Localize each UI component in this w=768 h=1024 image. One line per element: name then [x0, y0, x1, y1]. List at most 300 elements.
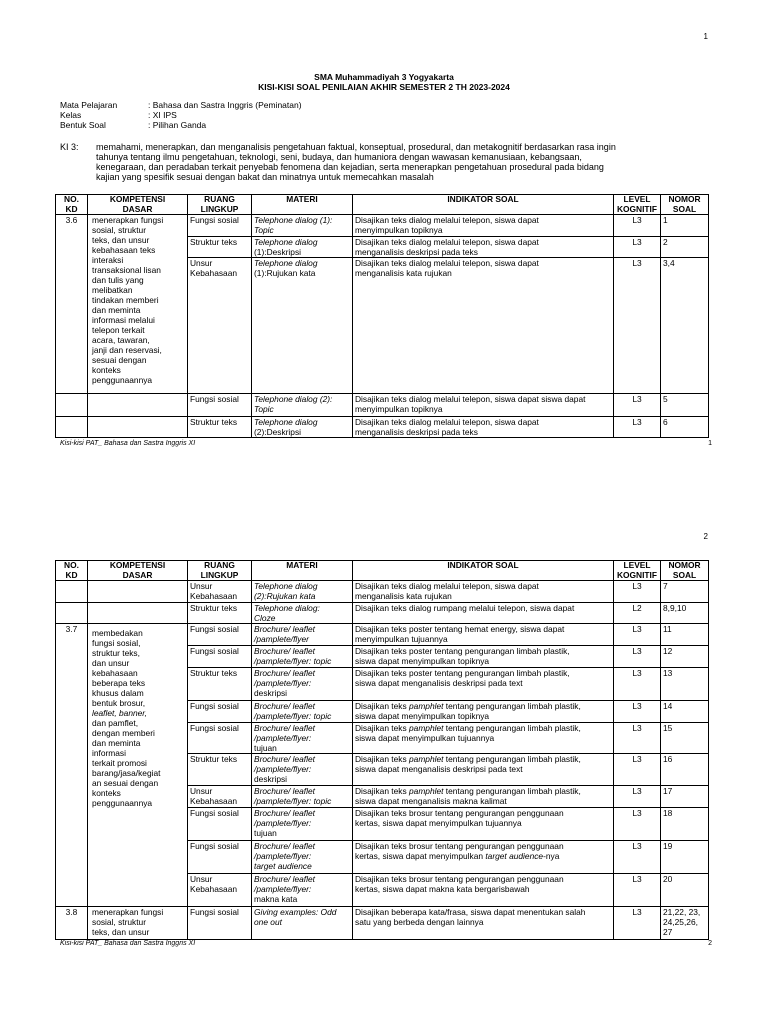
- nomor-soal-header: [661, 561, 709, 581]
- level-kognitif-cell: L3: [614, 874, 661, 907]
- footer-page-number: 1: [708, 440, 712, 447]
- ruang-lingkup-cell: [188, 841, 252, 874]
- materi-line: deskripsi: [254, 774, 288, 784]
- indikator-segment: Disajikan teks poster tentang pengurangan limbah plastik,: [355, 668, 570, 678]
- no-kd-header: [56, 561, 88, 581]
- kd-line: dan unsur: [92, 658, 130, 668]
- nomor-soal-header-line: NOMOR: [668, 560, 701, 570]
- materi-cell: [252, 581, 353, 603]
- ruang-line: Kebahasaan: [190, 884, 238, 894]
- ruang-line: Kebahasaan: [190, 268, 238, 278]
- indikator-line: Disajikan teks dialog melalui telepon, siswa dapat: [355, 237, 539, 247]
- indikator-segment: siswa dapat menyimpulkan tujuannya: [355, 733, 495, 743]
- indikator-segment: kertas, siswa dapat menyimpulkan tujuannya: [355, 818, 522, 828]
- ruang-lingkup-cell: [188, 723, 252, 754]
- materi-cell: [252, 258, 353, 394]
- indikator-cell: [353, 646, 614, 668]
- ruang-lingkup-cell: [188, 808, 252, 841]
- table-row: [56, 394, 709, 417]
- meta-row: [60, 120, 302, 130]
- kd-line: menerapkan fungsi: [92, 907, 164, 917]
- ruang-line: Fungsi sosial: [190, 907, 239, 917]
- indikator-line: [355, 796, 611, 806]
- empty-kompetensi-cell: [88, 394, 188, 417]
- materi-line: Telephone dialog:: [254, 603, 320, 613]
- materi-cell: [252, 603, 353, 624]
- level-kognitif-cell: L3: [614, 754, 661, 786]
- indikator-line: [355, 733, 611, 743]
- kd-line: acara, tawaran,: [92, 335, 150, 345]
- empty-kompetensi-cell: [88, 581, 188, 603]
- ruang-line: Fungsi sosial: [190, 808, 239, 818]
- materi-line: /pamplete/flyer: topic: [254, 711, 332, 721]
- indikator-line: Disajikan teks dialog rumpang melalui telepon, siswa dapat: [355, 603, 575, 613]
- indikator-segment: satu yang berbeda dengan lainnya: [355, 917, 484, 927]
- ruang-lingkup-cell: [188, 701, 252, 723]
- indikator-line: [355, 764, 611, 774]
- indikator-line: Disajikan teks dialog melalui telepon, siswa dapat: [355, 258, 539, 268]
- indikator-line: [355, 646, 611, 656]
- kd-number-cell: 3.6: [56, 215, 88, 394]
- ki-line: tahunya tentang ilmu pengetahuan, teknologi, seni, budaya, dan humaniora dengan wawasan kemanusiaan, kebangsaan,: [96, 152, 582, 162]
- level-kognitif-cell: L3: [614, 808, 661, 841]
- table-row: [56, 907, 709, 940]
- ruang-lingkup-header-line: RUANG: [204, 194, 235, 204]
- indikator-line: [355, 917, 611, 927]
- indikator-line: menyimpulkan topiknya: [355, 225, 443, 235]
- indikator-line: [355, 841, 611, 851]
- page-number-1: 1: [703, 32, 708, 41]
- indikator-segment: tentang pengurangan limbah plastik,: [443, 723, 581, 733]
- ruang-line: Fungsi sosial: [190, 723, 239, 733]
- level-kognitif-cell: L3: [614, 701, 661, 723]
- ruang-line: Struktur teks: [190, 754, 238, 764]
- materi-cell: [252, 417, 353, 438]
- materi-line: Brochure/ leaflet: [254, 754, 315, 764]
- materi-line: Giving examples: Odd: [254, 907, 337, 917]
- level-kognitif-cell: L2: [614, 603, 661, 624]
- indikator-cell: [353, 624, 614, 646]
- kd-line: dan pamflet,: [92, 718, 139, 728]
- indikator-line: menyimpulkan topiknya: [355, 404, 443, 414]
- indikator-segment: siswa dapat menganalisis deskripsi pada text: [355, 678, 523, 688]
- indikator-segment: Disajikan teks: [355, 786, 409, 796]
- nomor-soal-cell: 17: [661, 786, 709, 808]
- level-kognitif-cell: L3: [614, 907, 661, 940]
- indikator-line: [355, 754, 611, 764]
- ruang-lingkup-cell: [188, 417, 252, 438]
- materi-line: Telephone dialog: [254, 417, 318, 427]
- document-title: KISI-KISI SOAL PENILAIAN AKHIR SEMESTER 2 TH 2023-2024: [258, 82, 510, 92]
- materi-line: Brochure/ leaflet: [254, 808, 315, 818]
- level-kognitif-cell: L3: [614, 624, 661, 646]
- empty-kompetensi-cell: [88, 417, 188, 438]
- kd-line: dan meminta: [92, 305, 141, 315]
- ruang-lingkup-cell: [188, 624, 252, 646]
- indikator-segment: siswa dapat menganalisis deskripsi pada text: [355, 764, 523, 774]
- footer-text: Kisi-kisi PAT_ Bahasa dan Sastra Inggris XI: [60, 440, 196, 447]
- materi-cell: [252, 841, 353, 874]
- ruang-lingkup-header: [188, 195, 252, 215]
- ruang-lingkup-cell: [188, 215, 252, 237]
- indikator-line: [355, 851, 611, 861]
- nomor-line: 21,22, 23,: [663, 907, 701, 917]
- meta-value: : XI IPS: [148, 110, 177, 120]
- ruang-lingkup-cell: [188, 237, 252, 258]
- indikator-line: [355, 874, 611, 884]
- indikator-cell: [353, 668, 614, 701]
- indikator-segment: siswa dapat menganalisis makna kalimat: [355, 796, 507, 806]
- indikator-cell: [353, 215, 614, 237]
- indikator-segment: pamphlet: [409, 786, 444, 796]
- materi-line: target audience: [254, 861, 312, 871]
- level-kognitif-header-line: LEVEL: [623, 194, 651, 204]
- kd-line: barang/jasa/kegiat: [92, 768, 161, 778]
- kompetensi-dasar-cell: [88, 215, 188, 394]
- footer-page-number: 2: [708, 940, 712, 947]
- kd-line: fungsi sosial,: [92, 638, 141, 648]
- indikator-cell: [353, 723, 614, 754]
- materi-line: makna kata: [254, 894, 298, 904]
- nomor-soal-header: [661, 195, 709, 215]
- kd-line: leaflet, banner,: [92, 708, 147, 718]
- level-kognitif-header-line: KOGNITIF: [616, 203, 657, 214]
- table-row: [56, 624, 709, 646]
- kd-line: teks, dan unsur: [92, 927, 150, 937]
- level-kognitif-header-line: KOGNITIF: [616, 569, 657, 580]
- kd-line: beberapa teks: [92, 678, 146, 688]
- indikator-line: [355, 818, 611, 828]
- materi-cell: [252, 394, 353, 417]
- ruang-line: Struktur teks: [190, 237, 238, 247]
- indikator-segment: kertas, siswa dapat makna kata bergarisbawah: [355, 884, 530, 894]
- indikator-segment: siswa dapat menyimpulkan topiknya: [355, 656, 490, 666]
- materi-line: Brochure/ leaflet: [254, 874, 315, 884]
- ruang-line: Fungsi sosial: [190, 841, 239, 851]
- kd-line: konteks: [92, 788, 121, 798]
- materi-line: /pamplete/flyer: topic: [254, 796, 332, 806]
- ki-line: memahami, menerapkan, dan menganalisis pengetahuan faktual, konseptual, prosedural, dan metakognitif berdasarkan rasa ingin: [96, 142, 616, 152]
- no-kd-header-line: KD: [65, 569, 78, 580]
- nomor-soal-header-line: SOAL: [672, 203, 697, 214]
- materi-line: Brochure/ leaflet: [254, 841, 315, 851]
- kompetensi-header-line: DASAR: [122, 203, 153, 214]
- indikator-line: [355, 624, 611, 634]
- materi-cell: [252, 786, 353, 808]
- materi-line: (2):Rujukan kata: [254, 591, 316, 601]
- materi-line: Cloze: [254, 613, 276, 623]
- ruang-line: Unsur: [190, 786, 213, 796]
- indikator-segment: siswa dapat menyimpulkan topiknya: [355, 711, 490, 721]
- ki-line: kenegaraan, dan peradaban terkait penyebab fenomena dan kejadian, serta menerapkan pengetahuan prosedural pada bidang: [96, 162, 604, 172]
- meta-row: [60, 110, 302, 120]
- kd-line: an sesuai dengan: [92, 778, 159, 788]
- indikator-segment: Disajikan teks: [355, 723, 409, 733]
- materi-line: one out: [254, 917, 282, 927]
- kd-line: transaksional lisan: [92, 265, 161, 275]
- indikator-line: menganalisis kata rujukan: [355, 591, 452, 601]
- indikator-line: [355, 668, 611, 678]
- indikator-segment: Disajikan teks: [355, 701, 409, 711]
- indikator-line: [355, 808, 611, 818]
- materi-line: Telephone dialog: [254, 258, 318, 268]
- kisi-table-2: [55, 560, 709, 940]
- indikator-segment: Disajikan teks brosur tentang pengurangan penggunaan: [355, 841, 564, 851]
- ruang-lingkup-header: [188, 561, 252, 581]
- kd-number-cell: 3.8: [56, 907, 88, 940]
- kd-line: teks, dan unsur: [92, 235, 150, 245]
- indikator-segment: target audience: [485, 851, 544, 861]
- ruang-line: Fungsi sosial: [190, 701, 239, 711]
- indikator-line: Disajikan teks dialog melalui telepon, siswa dapat: [355, 215, 539, 225]
- nomor-soal-cell: 18: [661, 808, 709, 841]
- indikator-segment: pamphlet: [409, 754, 444, 764]
- materi-line: /pamplete/flyer:: [254, 818, 312, 828]
- indikator-cell: [353, 394, 614, 417]
- indikator-cell: [353, 808, 614, 841]
- materi-line: Topic: [254, 404, 274, 414]
- level-kognitif-header: [614, 561, 661, 581]
- kd-line: dan tulis yang: [92, 275, 144, 285]
- indikator-line: [355, 678, 611, 688]
- empty-kd-cell: [56, 603, 88, 624]
- empty-kd-cell: [56, 581, 88, 603]
- indikator-cell: [353, 581, 614, 603]
- indikator-segment: tentang pengurangan limbah plastik,: [443, 754, 581, 764]
- kd-line: bentuk brosur,: [92, 698, 146, 708]
- indikator-line: menganalisis deskripsi pada teks: [355, 247, 478, 257]
- kd-line: sesuai dengan: [92, 355, 147, 365]
- kd-line: informasi melalui: [92, 315, 155, 325]
- ruang-lingkup-cell: [188, 668, 252, 701]
- kompetensi-header: [88, 195, 188, 215]
- nomor-soal-cell: 3,4: [661, 258, 709, 394]
- kompetensi-header-line: KOMPETENSI: [109, 194, 166, 204]
- materi-cell: [252, 668, 353, 701]
- materi-header: [252, 195, 353, 215]
- indikator-line: Disajikan teks dialog melalui telepon, siswa dapat: [355, 417, 539, 427]
- indikator-segment: Disajikan teks: [355, 754, 409, 764]
- ruang-lingkup-cell: [188, 394, 252, 417]
- indikator-line: [355, 634, 611, 644]
- materi-cell: [252, 237, 353, 258]
- ki-text: [96, 142, 736, 182]
- ruang-line: Unsur: [190, 258, 213, 268]
- nomor-soal-cell: 12: [661, 646, 709, 668]
- meta-block: [60, 100, 302, 130]
- kd-line: kebahasaan: [92, 668, 138, 678]
- indikator-segment: pamphlet: [409, 723, 444, 733]
- kompetensi-dasar-cell: [88, 907, 188, 940]
- indikator-cell: [353, 874, 614, 907]
- indikator-segment: Disajikan teks brosur tentang pengurangan penggunaan: [355, 808, 564, 818]
- materi-cell: [252, 754, 353, 786]
- kd-line: informasi: [92, 748, 126, 758]
- level-kognitif-header: [614, 195, 661, 215]
- ruang-line: Kebahasaan: [190, 591, 238, 601]
- nomor-soal-cell: 15: [661, 723, 709, 754]
- meta-key: Mata Pelajaran: [60, 100, 118, 110]
- kompetensi-header-line: DASAR: [122, 569, 153, 580]
- level-kognitif-cell: L3: [614, 581, 661, 603]
- indikator-line: menganalisis deskripsi pada teks: [355, 427, 478, 437]
- ruang-lingkup-cell: [188, 754, 252, 786]
- ruang-lingkup-cell: [188, 874, 252, 907]
- indikator-segment: Disajikan teks poster tentang hemat energy, siswa dapat: [355, 624, 565, 634]
- materi-line: /pamplete/flyer:: [254, 884, 312, 894]
- kd-line: konteks: [92, 365, 121, 375]
- level-kognitif-cell: L3: [614, 646, 661, 668]
- indikator-segment: Disajikan beberapa kata/frasa, siswa dapat menentukan salah: [355, 907, 586, 917]
- empty-kd-cell: [56, 417, 88, 438]
- materi-line: Brochure/ leaflet: [254, 786, 315, 796]
- nomor-soal-cell: 20: [661, 874, 709, 907]
- indikator-cell: [353, 258, 614, 394]
- indikator-header: [353, 561, 614, 581]
- materi-line: Telephone dialog: [254, 581, 318, 591]
- materi-line: Telephone dialog: [254, 237, 318, 247]
- ruang-line: Struktur teks: [190, 603, 238, 613]
- materi-header-text: MATERI: [286, 560, 318, 570]
- ruang-line: Struktur teks: [190, 417, 238, 427]
- indikator-line: [355, 723, 611, 733]
- indikator-line: Disajikan teks dialog melalui telepon, siswa dapat siswa dapat: [355, 394, 586, 404]
- level-kognitif-header-line: LEVEL: [623, 560, 651, 570]
- indikator-line: [355, 711, 611, 721]
- table-row: [56, 603, 709, 624]
- ruang-lingkup-cell: [188, 581, 252, 603]
- materi-line: Brochure/ leaflet: [254, 723, 315, 733]
- nomor-soal-cell: [661, 907, 709, 940]
- materi-cell: [252, 723, 353, 754]
- indikator-cell: [353, 907, 614, 940]
- nomor-soal-cell: 14: [661, 701, 709, 723]
- nomor-soal-cell: 19: [661, 841, 709, 874]
- materi-cell: [252, 646, 353, 668]
- kd-line: terkait promosi: [92, 758, 147, 768]
- materi-line: /pamplete/flyer:: [254, 851, 312, 861]
- level-kognitif-cell: L3: [614, 258, 661, 394]
- no-kd-header-line: NO.: [64, 194, 79, 204]
- nomor-soal-cell: 13: [661, 668, 709, 701]
- no-kd-header-line: KD: [65, 203, 78, 214]
- kompetensi-dasar-cell: [88, 624, 188, 907]
- nomor-soal-cell: 7: [661, 581, 709, 603]
- level-kognitif-cell: L3: [614, 215, 661, 237]
- meta-key: Bentuk Soal: [60, 120, 106, 130]
- footer-2: [60, 940, 712, 947]
- header-row: [56, 195, 709, 215]
- footer-text: Kisi-kisi PAT_ Bahasa dan Sastra Inggris XI: [60, 940, 196, 947]
- ruang-lingkup-cell: [188, 907, 252, 940]
- kisi-table-1: [55, 194, 709, 438]
- materi-line: /pamplete/flyer: topic: [254, 656, 332, 666]
- kd-line: khusus dalam: [92, 688, 144, 698]
- ruang-line: Fungsi sosial: [190, 646, 239, 656]
- indikator-line: [355, 884, 611, 894]
- materi-line: /pamplete/flyer:: [254, 764, 312, 774]
- indikator-cell: [353, 701, 614, 723]
- materi-line: (1):Deskripsi: [254, 247, 301, 257]
- meta-value: : Pilihan Ganda: [148, 120, 207, 130]
- indikator-cell: [353, 841, 614, 874]
- level-kognitif-cell: L3: [614, 237, 661, 258]
- kd-line: kebahasaan teks: [92, 245, 156, 255]
- materi-cell: [252, 874, 353, 907]
- ruang-line: Kebahasaan: [190, 796, 238, 806]
- ruang-lingkup-header-line: RUANG: [204, 560, 235, 570]
- ruang-line: Struktur teks: [190, 668, 238, 678]
- level-kognitif-cell: L3: [614, 786, 661, 808]
- materi-line: /pamplete/flyer:: [254, 733, 312, 743]
- materi-cell: [252, 215, 353, 237]
- materi-line: Telephone dialog (1):: [254, 215, 333, 225]
- nomor-soal-header-line: NOMOR: [668, 194, 701, 204]
- indikator-segment: tentang pengurangan limbah plastik,: [443, 786, 581, 796]
- level-kognitif-cell: L3: [614, 394, 661, 417]
- kd-line: penggunaannya: [92, 798, 153, 808]
- materi-line: Topic: [254, 225, 274, 235]
- no-kd-header-line: NO.: [64, 560, 79, 570]
- ruang-lingkup-cell: [188, 258, 252, 394]
- meta-key: Kelas: [60, 110, 82, 120]
- kd-line: dan meminta: [92, 738, 141, 748]
- kd-line: interaksi: [92, 255, 124, 265]
- kompetensi-header: [88, 561, 188, 581]
- materi-line: Brochure/ leaflet: [254, 624, 315, 634]
- empty-kompetensi-cell: [88, 603, 188, 624]
- ki-line: kajian yang spesifik sesuai dengan bakat dan minatnya untuk memecahkan masalah: [96, 172, 434, 182]
- materi-header: [252, 561, 353, 581]
- indikator-line: [355, 786, 611, 796]
- meta-row: [60, 100, 302, 110]
- ruang-line: Fungsi sosial: [190, 215, 239, 225]
- materi-line: (1):Rujukan kata: [254, 268, 316, 278]
- table-row: [56, 215, 709, 237]
- ruang-line: Unsur: [190, 581, 213, 591]
- school-name: SMA Muhammadiyah 3 Yogyakarta: [314, 72, 454, 82]
- indikator-line: [355, 656, 611, 666]
- indikator-line: [355, 701, 611, 711]
- ruang-lingkup-cell: [188, 603, 252, 624]
- ruang-line: Unsur: [190, 874, 213, 884]
- indikator-segment: -nya: [543, 851, 560, 861]
- nomor-soal-cell: 16: [661, 754, 709, 786]
- kd-line: membedakan: [92, 628, 143, 638]
- indikator-cell: [353, 237, 614, 258]
- nomor-line: 27: [663, 927, 673, 937]
- indikator-segment: menyimpulkan tujuannya: [355, 634, 448, 644]
- kd-line: janji dan reservasi,: [92, 345, 162, 355]
- level-kognitif-cell: L3: [614, 723, 661, 754]
- indikator-segment: Disajikan teks brosur tentang pengurangan penggunaan: [355, 874, 564, 884]
- indikator-header: [353, 195, 614, 215]
- indikator-header-text: INDIKATOR SOAL: [447, 560, 519, 570]
- kd-line: melibatkan: [92, 285, 133, 295]
- indikator-cell: [353, 603, 614, 624]
- kd-number-cell: 3.7: [56, 624, 88, 907]
- level-kognitif-cell: L3: [614, 417, 661, 438]
- kd-line: telepon terkait: [92, 325, 145, 335]
- materi-header-text: MATERI: [286, 194, 318, 204]
- table-row: [56, 417, 709, 438]
- kompetensi-header-line: KOMPETENSI: [109, 560, 166, 570]
- nomor-soal-cell: 5: [661, 394, 709, 417]
- indikator-line: menganalisis kata rujukan: [355, 268, 452, 278]
- ruang-line: Fungsi sosial: [190, 394, 239, 404]
- nomor-soal-cell: 11: [661, 624, 709, 646]
- materi-line: /pamplete/flyer: [254, 634, 309, 644]
